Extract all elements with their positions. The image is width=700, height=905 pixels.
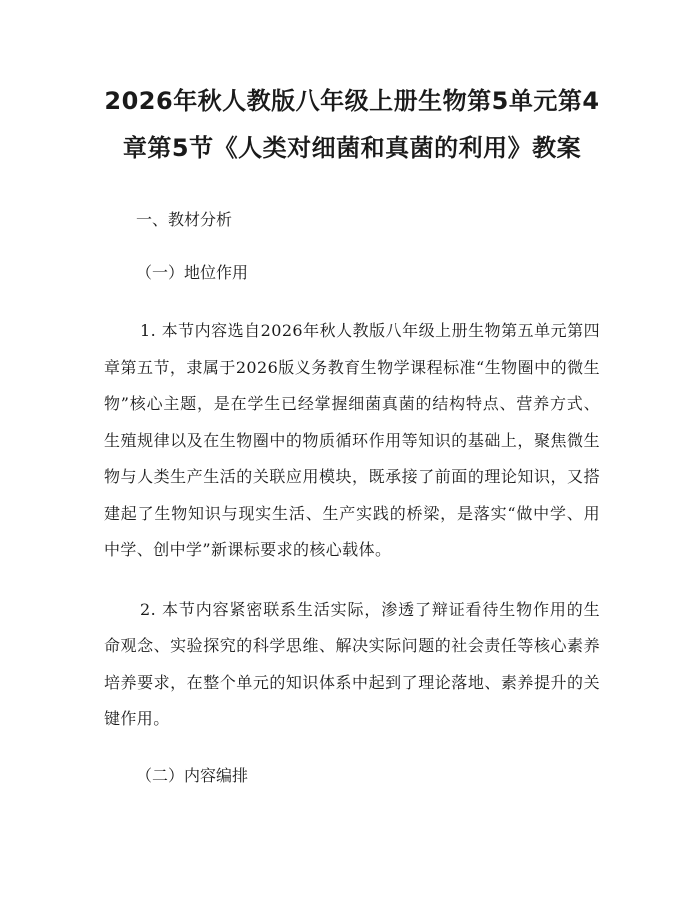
- body-paragraph-1: 1. 本节内容选自2026年秋人教版八年级上册生物第五单元第四章第五节，隶属于2026版义务教育生物学课程标准“生物圈中的微生物”核心主题，是在学生已经掌握细菌真菌的结构特点、营养方式、生殖规律以及在生物圈中的物质循环作用等知识的基础上，聚焦微生物与人类生产生活的关联应用模块，既承接了前面的理论知识，又搭建起了生物知识与现实生活、生产实践的桥梁，是落实“做中学、用中学、创中学”新课标要求的核心载体。: [104, 321, 600, 559]
- subsection-heading-arrangement: （二）内容编排: [136, 765, 249, 785]
- document-title: 2026年秋人教版八年级上册生物第5单元第4章第5节《人类对细菌和真菌的利用》教案: [104, 87, 600, 162]
- section-heading: 一、教材分析: [136, 210, 233, 229]
- body-paragraph-2: 2. 本节内容紧密联系生活实际，渗透了辩证看待生物作用的生命观念、实验探究的科学思维、解决实际问题的社会责任等核心素养培养要求，在整个单元的知识体系中起到了理论落地、素养提升的关键作用。: [104, 599, 600, 728]
- subsection-heading-position: （一）地位作用: [136, 263, 249, 282]
